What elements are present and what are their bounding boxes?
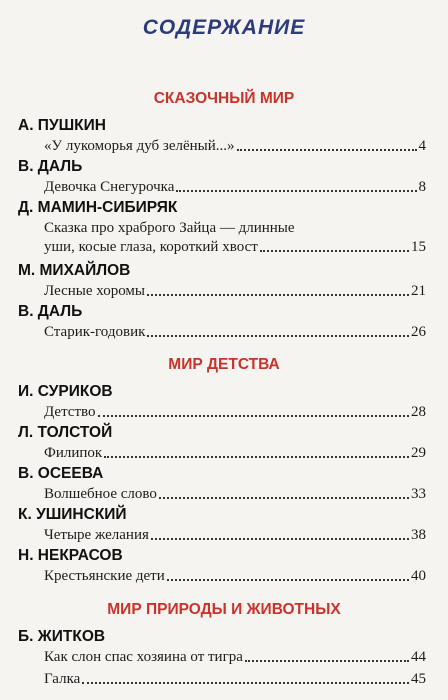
page-number: 21 [411,283,426,299]
entry-title: Лесные хоромы [44,283,145,299]
toc-entry[interactable] [44,485,426,504]
toc-entry[interactable] [44,137,426,156]
dot-leader [104,455,409,458]
entry-title: уши, косые глаза, короткий хвост [44,239,258,255]
dot-leader [147,293,409,296]
entry-title: Четыре желания [44,527,149,543]
page-number: 29 [411,445,426,461]
author-name: В. ДАЛЬ [18,303,83,320]
dot-leader [245,659,409,662]
author-name: А. ПУШКИН [18,117,106,134]
page-number: 15 [411,239,426,255]
entry-title: Галка [44,671,81,687]
section-heading: МИР ДЕТСТВА [168,356,280,373]
page-number: 4 [418,138,426,154]
author-name: Л. ТОЛСТОЙ [18,424,113,441]
toc-entry[interactable] [44,670,426,689]
entry-title: Волшебное слово [44,486,157,502]
toc-entry[interactable] [44,403,426,422]
toc-entry[interactable] [44,219,426,257]
toc-entry[interactable] [44,178,426,197]
dot-leader [176,189,416,192]
toc-entry[interactable] [44,282,426,301]
page-number: 44 [411,649,426,665]
author-name: М. МИХАЙЛОВ [18,262,131,279]
page-number: 38 [411,527,426,543]
author-name: В. ОСЕЕВА [18,465,104,482]
dot-leader [237,148,417,151]
author-name: И. СУРИКОВ [18,383,113,400]
dot-leader [159,496,409,499]
entry-title-line1: Сказка про храброго Зайца — длинные [44,220,295,236]
dot-leader [82,681,409,684]
entry-title: Девочка Снегурочка [44,179,175,195]
dot-leader [147,334,409,337]
entry-title: Филипок [44,445,103,461]
page-number: 33 [411,486,426,502]
entry-title: Крестьянские дети [44,568,165,584]
toc-entry[interactable] [44,567,426,586]
author-name: В. ДАЛЬ [18,158,83,175]
toc-entry[interactable] [44,648,426,667]
section-heading: СКАЗОЧНЫЙ МИР [153,90,295,107]
dot-leader [98,414,409,417]
author-name: Н. НЕКРАСОВ [18,547,123,564]
page-number: 26 [411,324,426,340]
page-title: СОДЕРЖАНИЕ [142,16,306,39]
author-name: К. УШИНСКИЙ [18,506,127,523]
author-name: Б. ЖИТКОВ [18,628,106,645]
section-heading: МИР ПРИРОДЫ И ЖИВОТНЫХ [107,601,341,618]
toc-entry[interactable] [44,323,426,342]
entry-title: Как слон спас хозяина от тигра [44,649,243,665]
dot-leader [151,537,409,540]
dot-leader [260,249,409,252]
author-name: Д. МАМИН-СИБИРЯК [18,199,178,216]
page-number: 28 [411,404,426,420]
page-number: 8 [418,179,426,195]
entry-title: Детство [44,404,96,420]
entry-title: «У лукоморья дуб зелёный...» [44,138,235,154]
entry-title: Старик-годовик [44,324,146,340]
dot-leader [167,578,409,581]
toc-entry[interactable] [44,526,426,545]
page-number: 40 [411,568,426,584]
page-number: 45 [411,671,426,687]
toc-entry[interactable] [44,444,426,463]
